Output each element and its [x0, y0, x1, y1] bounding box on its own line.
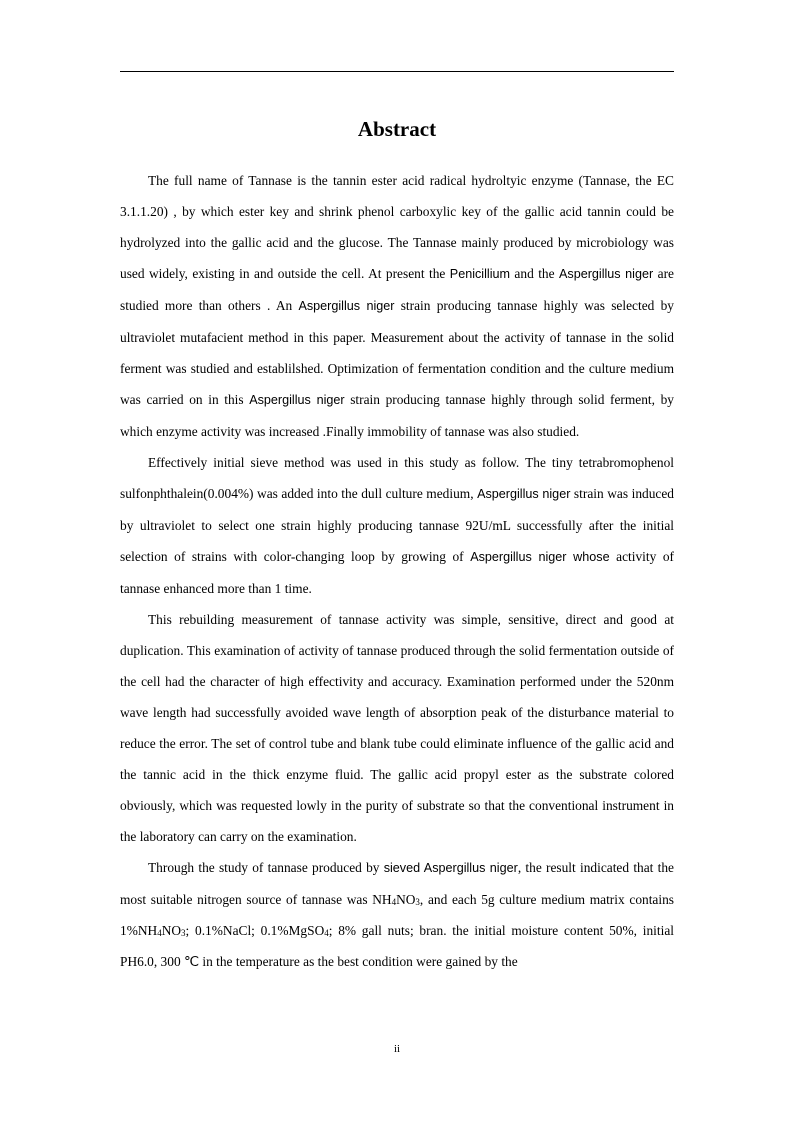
species-name: sieved Aspergillus niger — [383, 861, 518, 875]
page-title: Abstract — [357, 117, 437, 141]
text-span: ; 8% gall nuts; bran. the initial moisture content 50%, initial PH6.0, 300 ℃ in the temperature as the best condition were gained by the — [120, 923, 674, 969]
text-span: strain producing tannase highly through solid ferment, by which enzyme activity was increased .Finally immobility of tannase was also studied. — [120, 392, 674, 439]
text-span: ; 0.1%NaCl; 0.1%MgSO — [185, 923, 325, 938]
text-span: Through the study of tannase produced by — [148, 860, 384, 875]
text-span: strain producing tannase highly was selected by ultraviolet mutafacient method in this paper. Measurement about the activity of tannase in the solid ferment was studied and establilshed. Optimization of fermentation condition and the culture medium was carried on in this — [120, 298, 674, 407]
paragraph-2 — [120, 447, 674, 604]
text-span: and the — [510, 266, 559, 281]
species-name: Aspergillus niger — [298, 299, 395, 313]
paragraph-3: This rebuilding measurement of tannase activity was simple, sensitive, direct and good at duplication. This examination of activity of tannase produced through the solid fermentation outside of the cell had the character of high effectivity and accuracy. Examination performed under the 520nm wave length had successfully avoided wave length of absorption peak of the disturbance material to reduce the error. The set of control tube and blank tube could eliminate influence of the gallic acid and the tannic acid in the thick enzyme fluid. The gallic acid propyl ester as the substrate colored obviously, which was requested lowly in the purity of substrate so that the conventional instrument in the laboratory can carry on the examination. — [120, 612, 674, 844]
abstract-body — [120, 165, 674, 977]
page-number: ii — [393, 1043, 401, 1055]
text-span: NO — [396, 892, 416, 907]
text-span: are studied more than others . An — [120, 266, 674, 313]
header-rule — [120, 71, 674, 72]
text-span: The full name of Tannase is the tannin ester acid radical hydroltyic enzyme (Tannase, the EC 3.1.1.20) , by which ester key and shrink phenol carboxylic key of the gallic acid tannin could be hydrolyzed into the gallic acid and the glucose. The Tannase mainly produced by microbiology was used widely, existing in and outside the cell. At present the — [120, 173, 674, 281]
subscript: 3 — [415, 897, 420, 907]
text-span: Effectively initial sieve method was used in this study as follow. The tiny tetrabromophenol sulfonphthalein(0.004%) was added into the dull culture medium, — [120, 455, 674, 501]
paragraph-1 — [120, 165, 674, 447]
subscript: 4 — [324, 928, 329, 938]
text-span: activity of tannase enhanced more than 1 time. — [120, 549, 674, 596]
paragraph-4 — [120, 852, 674, 977]
text-span: , the result indicated that the most suitable nitrogen source of tannase was NH — [120, 860, 674, 907]
species-name: Aspergillus niger — [559, 267, 654, 281]
species-name: Aspergillus niger — [477, 487, 571, 501]
text-span: strain was induced by ultraviolet to select one strain highly producing tannase 92U/mL successfully after the initial selection of strains with color-changing loop by growing of — [120, 486, 674, 564]
subscript: 4 — [391, 897, 397, 907]
subscript: 4 — [157, 928, 162, 938]
species-name: Aspergillus niger whose — [470, 550, 610, 564]
text-span: , and each 5g culture medium matrix contains 1%NH — [120, 892, 674, 938]
species-name: Penicillium — [449, 267, 510, 281]
subscript: 3 — [181, 928, 186, 938]
text-span: NO — [161, 923, 182, 938]
species-name: Aspergillus niger — [249, 393, 345, 407]
